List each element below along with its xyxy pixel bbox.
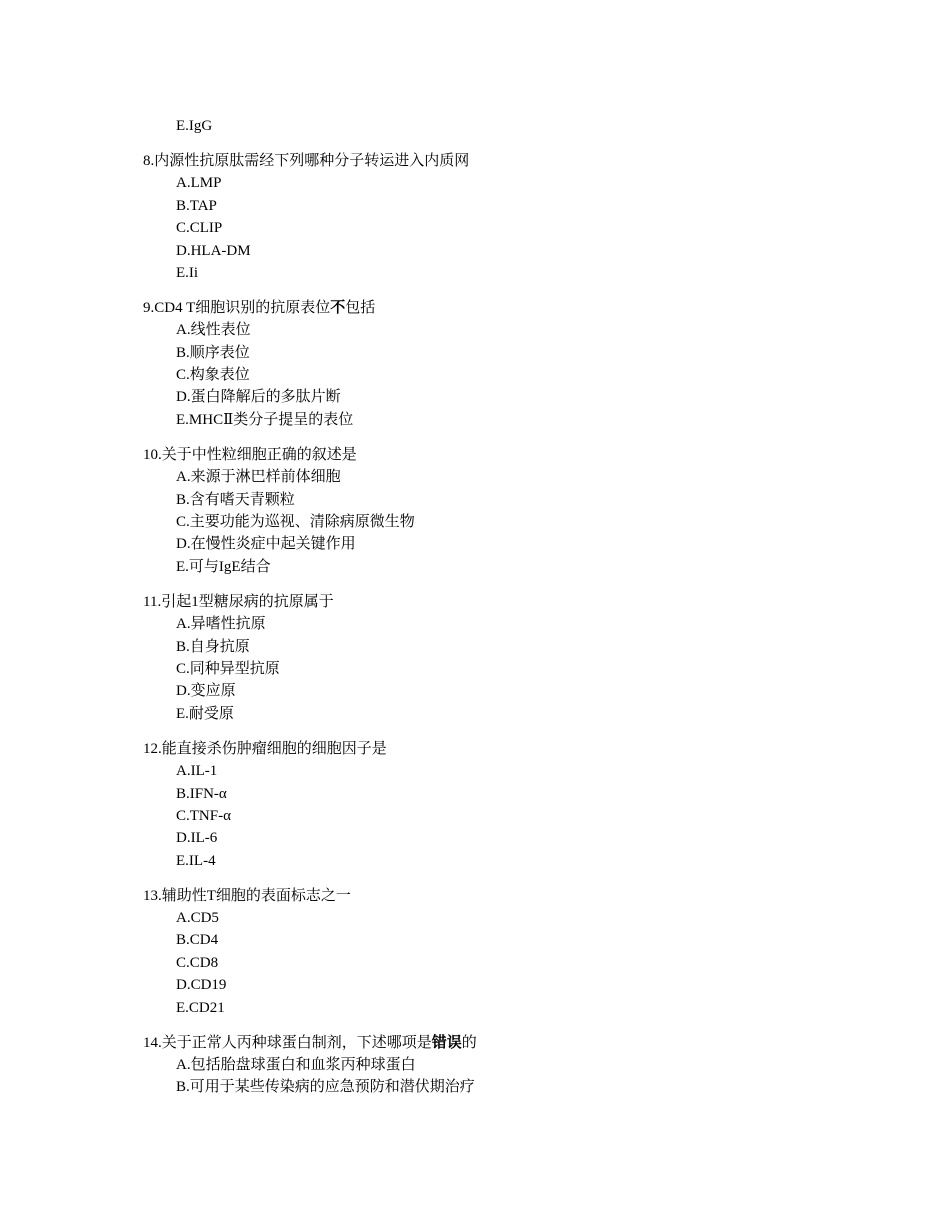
question-stem: 13.辅助性T细胞的表面标志之一 — [143, 887, 351, 904]
option-line: B.自身抗原 — [176, 638, 250, 655]
option-line: D.HLA-DM — [176, 242, 251, 259]
option-line: E.IL-4 — [176, 852, 216, 869]
stem-text: 14.关于正常人丙种球蛋白制剂，下述哪项是 — [143, 1034, 432, 1051]
option-line: E.IgG — [176, 118, 213, 134]
question-stem: 10.关于中性粒细胞正确的叙述是 — [143, 446, 357, 463]
question-stem: 8.内源性抗原肽需经下列哪种分子转运进入内质网 — [143, 152, 470, 169]
option-line: B.含有嗜天青颗粒 — [176, 491, 295, 508]
stem-emphasis: 错误 — [431, 1034, 462, 1051]
question-list — [143, 115, 863, 1099]
question-14 — [143, 1032, 863, 1099]
option-line: C.同种异型抗原 — [176, 660, 280, 677]
option-line: E.Ii — [176, 264, 199, 281]
stem-text: 包括 — [345, 299, 376, 316]
question-stem: 11.引起1型糖尿病的抗原属于 — [143, 593, 334, 610]
option-line: D.在慢性炎症中起关键作用 — [176, 536, 356, 553]
option-line: E.CD21 — [176, 999, 225, 1016]
stem-text: 的 — [461, 1034, 477, 1051]
question-9 — [143, 297, 863, 431]
option-line: D.蛋白降解后的多肽片断 — [176, 389, 341, 406]
option-line: B.顺序表位 — [176, 344, 250, 361]
question-stem — [143, 297, 863, 319]
question-stem — [143, 1032, 863, 1054]
question-12 — [143, 738, 863, 872]
option-line: D.CD19 — [176, 977, 227, 994]
option-line: C.TNF-α — [176, 807, 231, 824]
question-10 — [143, 444, 863, 578]
option-line: C.主要功能为巡视、清除病原微生物 — [176, 514, 415, 531]
option-line: C.构象表位 — [176, 367, 250, 384]
option-line: B.TAP — [176, 197, 217, 214]
option-line: B.IFN-α — [176, 785, 227, 802]
option-line: A.CD5 — [176, 910, 219, 927]
option-line: A.线性表位 — [176, 322, 251, 339]
option-line: C.CLIP — [176, 220, 223, 237]
option-line: A.来源于淋巴样前体细胞 — [176, 469, 341, 486]
option-line: A.LMP — [176, 175, 222, 192]
question-stem: 12.能直接杀伤肿瘤细胞的细胞因子是 — [143, 740, 387, 757]
stem-text: 9.CD4 T细胞识别的抗原表位 — [143, 299, 331, 316]
option-line: E.耐受原 — [176, 705, 234, 722]
question-11 — [143, 591, 863, 725]
stem-emphasis: 不 — [330, 299, 346, 316]
question-8 — [143, 150, 863, 284]
option-line: C.CD8 — [176, 954, 219, 971]
option-line: E.可与IgE结合 — [176, 558, 271, 575]
option-line: B.可用于某些传染病的应急预防和潜伏期治疗 — [176, 1079, 475, 1096]
option-line: A.异嗜性抗原 — [176, 616, 266, 633]
option-line: A.IL-1 — [176, 763, 218, 780]
option-line: D.IL-6 — [176, 830, 218, 847]
option-line: E.MHCⅡ类分子提呈的表位 — [176, 411, 354, 428]
option-line: A.包括胎盘球蛋白和血浆丙种球蛋白 — [176, 1057, 416, 1073]
option-line: D.变应原 — [176, 683, 236, 700]
question-13 — [143, 885, 863, 1019]
option-line: B.CD4 — [176, 932, 219, 949]
